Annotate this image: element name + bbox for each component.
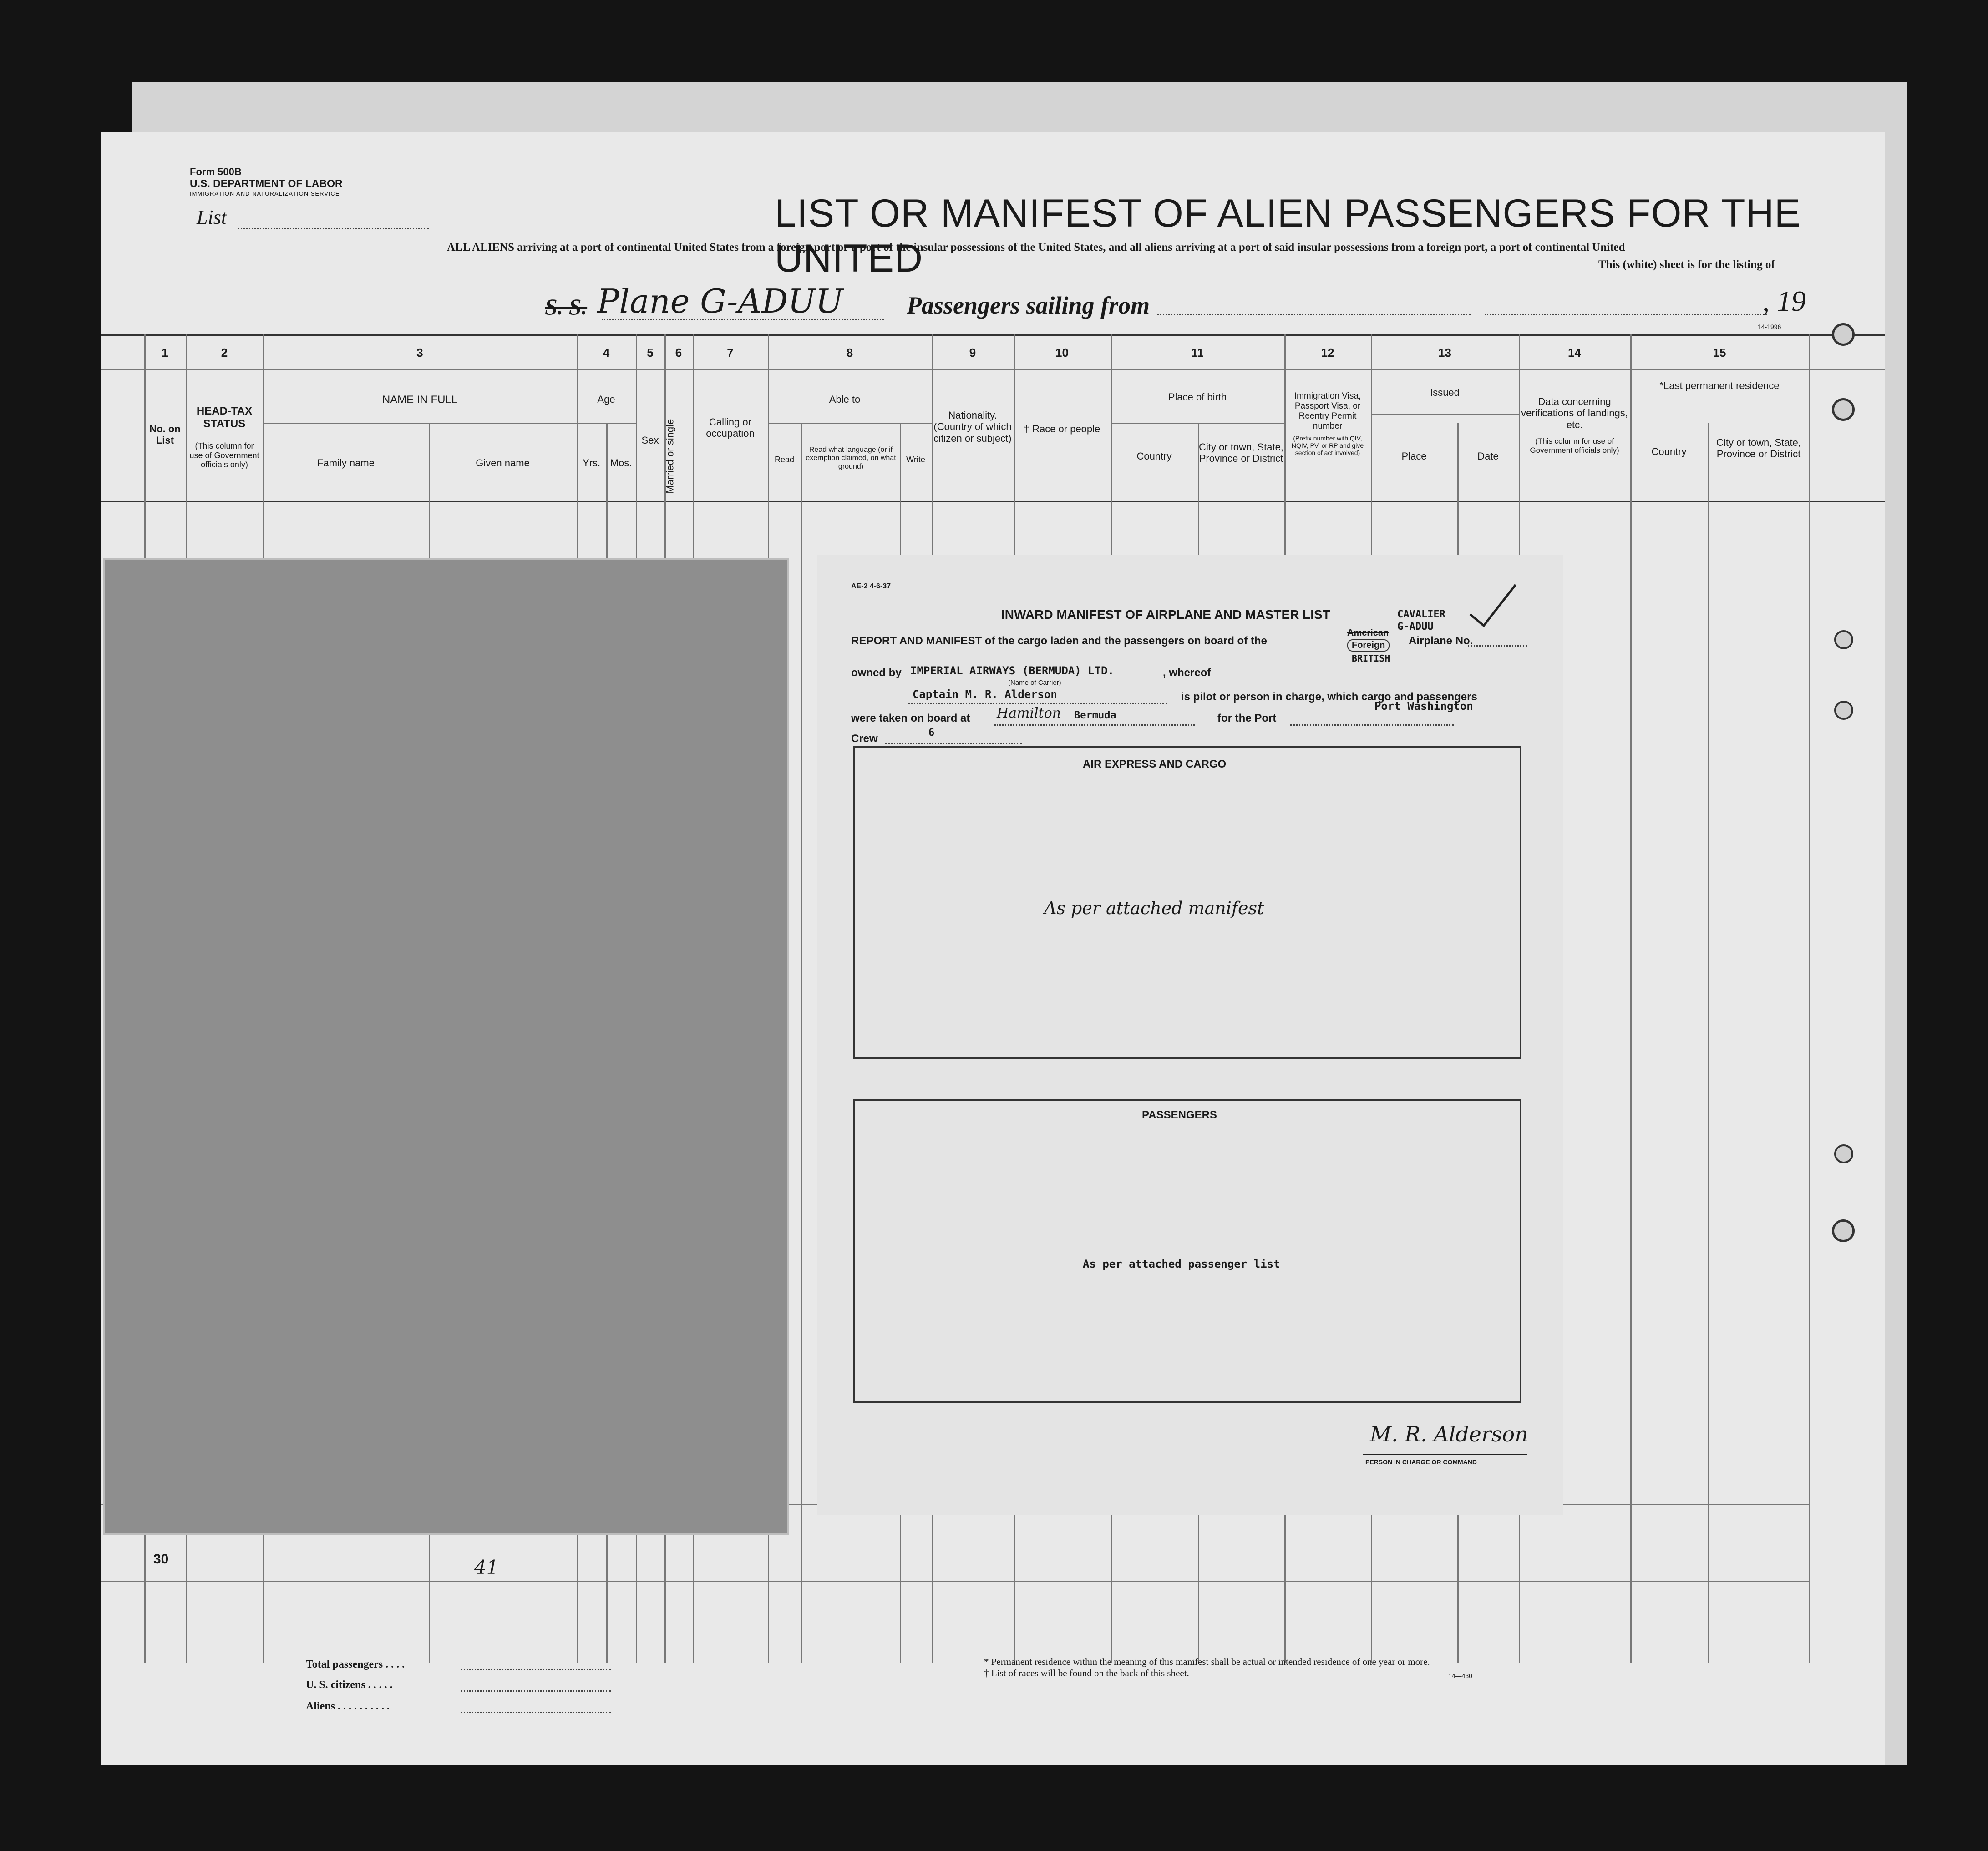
col-num: 2 (221, 346, 228, 359)
sailing-from-line (1157, 314, 1471, 315)
col-rule (1630, 334, 1632, 1663)
col-sub: Country (1651, 446, 1687, 457)
passengers-box-title: PASSENGERS (1142, 1109, 1217, 1121)
sailing-label: Passengers sailing from (907, 292, 1150, 319)
col-num: 6 (675, 346, 682, 359)
col-label: Sex (641, 435, 659, 446)
col-num: 4 (603, 346, 610, 359)
crew-line (885, 743, 1022, 744)
name-of-carrier-caption: (Name of Carrier) (1008, 679, 1061, 687)
for-the-port-label: for the Port (1217, 712, 1277, 724)
footnote-1: * Permanent residence within the meaning of this manifest shall be actual or intended residence of one year or more. (984, 1656, 1430, 1667)
col-num: 7 (727, 346, 734, 359)
sailing-date-line (1485, 314, 1767, 315)
check-mark-icon (1468, 582, 1518, 628)
manifest-title: LIST OR MANIFEST OF ALIEN PASSENGERS FOR THE UNITED (775, 192, 1801, 280)
whereof-text: , whereof (1163, 667, 1211, 679)
col-num: 10 (1055, 346, 1069, 359)
ship-handwritten: Plane G-ADUU (597, 282, 843, 320)
department: U.S. DEPARTMENT OF LABOR (190, 177, 343, 189)
form-number: Form 500B (190, 166, 242, 177)
aliens-label: Aliens . . . . . . . . . . (306, 1700, 390, 1712)
pilot-text: is pilot or person in charge, which cargo and passengers (1181, 691, 1477, 703)
col-num: 15 (1713, 346, 1726, 359)
name-subrule (263, 423, 577, 424)
col-label: † Race or people (1024, 423, 1100, 435)
birth-subrule (1111, 423, 1284, 424)
captain-name: Captain M. R. Alderson (913, 688, 1057, 701)
col-rule (1809, 334, 1810, 1663)
col-sub: Family name (317, 457, 375, 469)
blank-overlay-card (105, 560, 787, 1533)
passengers-typed-note: As per attached passenger list (1083, 1258, 1280, 1270)
binder-hole (1832, 1219, 1855, 1242)
col-sub: City or town, State, Province or District (1199, 441, 1283, 465)
us-citizens-label: U. S. citizens . . . . . (306, 1679, 393, 1691)
passengers-box (853, 1099, 1521, 1403)
col-label: Place of birth (1168, 391, 1227, 403)
air-express-cargo-box (853, 746, 1521, 1059)
able-subrule (768, 423, 932, 424)
handwritten-mark: 41 (474, 1556, 499, 1578)
airplane-no-line (1468, 645, 1527, 647)
col-label: Calling or occupation (706, 416, 755, 440)
binder-hole (1834, 701, 1853, 720)
destination-line (1290, 724, 1454, 726)
col-sub: Date (1477, 450, 1499, 462)
cargo-box-title: AIR EXPRESS AND CARGO (1083, 758, 1227, 770)
col-label: No. on List (149, 423, 181, 446)
col-sub: Read (774, 455, 795, 464)
col-label: Issued (1430, 387, 1460, 398)
origin-bermuda: Bermuda (1074, 710, 1116, 721)
signature-line (1363, 1454, 1527, 1455)
report-line: REPORT AND MANIFEST of the cargo laden and the passengers on board of the (851, 635, 1267, 647)
col-num: 13 (1438, 346, 1451, 359)
captain-signature: M. R. Alderson (1370, 1422, 1528, 1446)
destination-port: Port Washington (1374, 700, 1473, 713)
list-label: List (197, 206, 227, 228)
col-rule (801, 423, 802, 1663)
airplane-nationality: BRITISH (1352, 653, 1390, 664)
row-rule (101, 1581, 1809, 1582)
binder-hole (1834, 630, 1853, 649)
col-label: Able to— (829, 394, 871, 405)
service: IMMIGRATION AND NATURALIZATION SERVICE (190, 190, 340, 197)
total-passengers-label: Total passengers . . . . (306, 1659, 405, 1670)
signature-caption: PERSON IN CHARGE OR COMMAND (1365, 1458, 1477, 1466)
table-number-rule (101, 369, 1885, 370)
col-sub: Place (1401, 450, 1427, 462)
col-sub: Read what language (or if exemption claimed, on what ground) (806, 446, 896, 470)
binder-hole (1832, 323, 1855, 346)
inward-form-code: AE-2 4-6-37 (851, 582, 891, 590)
footnote-2: † List of races will be found on the back of this sheet. (984, 1668, 1189, 1679)
col-num: 3 (416, 346, 423, 359)
col-label: HEAD-TAX STATUS (196, 405, 253, 430)
col-num: 14 (1568, 346, 1581, 359)
col-note: (This column for use of Government officials only) (1530, 437, 1619, 455)
taken-on-board-label: were taken on board at (851, 712, 970, 724)
col-num: 9 (969, 346, 976, 359)
col-label: Data concerning verifications of landings, etc. (1521, 396, 1628, 430)
owned-by-label: owned by (851, 667, 902, 679)
binder-hole (1834, 1144, 1853, 1163)
table-top-rule (101, 334, 1885, 336)
table-header-bottom-rule (101, 501, 1885, 502)
airplane-registration: G-ADUU (1397, 621, 1434, 632)
issued-subrule (1371, 414, 1519, 415)
origin-city-handwritten: Hamilton (997, 705, 1061, 721)
col-label: Nationality. (Country of which citizen or subject) (933, 410, 1012, 444)
crew-label: Crew (851, 733, 878, 745)
col-rule (1708, 423, 1709, 1663)
col-num: 5 (647, 346, 654, 359)
col-label: *Last permanent residence (1659, 380, 1780, 391)
col-sub: Country (1136, 450, 1172, 462)
age-subrule (577, 423, 636, 424)
inward-title: INWARD MANIFEST OF AIRPLANE AND MASTER LIST (1001, 607, 1330, 622)
total-passengers-line (461, 1669, 611, 1670)
col-sub: Given name (476, 457, 530, 469)
col-label: Immigration Visa, Passport Visa, or Reentry Permit number (1294, 391, 1361, 431)
col-num: 1 (162, 346, 168, 359)
col-num: 11 (1191, 346, 1204, 359)
ship-line (602, 319, 884, 320)
col-sub: Write (906, 455, 925, 464)
corner-code: 14-1996 (1758, 323, 1781, 330)
col-num: 8 (846, 346, 853, 359)
aliens-line (461, 1712, 611, 1713)
origin-line (994, 724, 1195, 726)
manifest-subtitle-2: This (white) sheet is for the listing of (1598, 258, 1775, 271)
airplane-no-label: Airplane No. (1409, 635, 1473, 647)
airplane-name: CAVALIER (1397, 609, 1445, 620)
year-prefix: , 19 (1762, 285, 1806, 317)
row-rule (101, 1542, 1809, 1543)
manifest-subtitle-1: ALL ALIENS arriving at a port of continental United States from a foreign port or a port of the insular possessions of the United States, and all aliens arriving at a port of said insular possessions from a foreign port, a port of continental United (447, 241, 1625, 253)
col-sub: City or town, State, Province or District (1716, 437, 1801, 460)
binder-hole (1832, 398, 1855, 421)
cargo-handwritten-note: As per attached manifest (1044, 898, 1264, 918)
footnote-code: 14—430 (1448, 1672, 1472, 1679)
crew-count: 6 (928, 727, 935, 738)
carrier-name: IMPERIAL AIRWAYS (BERMUDA) LTD. (910, 664, 1114, 677)
col-sub: Mos. (610, 457, 632, 469)
row-number: 30 (153, 1552, 169, 1567)
col-sub: Yrs. (582, 457, 601, 469)
col-num: 12 (1321, 346, 1334, 359)
col-label: Age (597, 394, 615, 405)
us-citizens-line (461, 1690, 611, 1692)
col-label: NAME IN FULL (382, 394, 458, 406)
american-option: American (1347, 628, 1389, 638)
inward-manifest-card (817, 555, 1563, 1515)
list-number-line (238, 228, 429, 229)
col-note: (This column for use of Government officials only) (189, 441, 259, 470)
col-label: Married or single (664, 419, 676, 494)
col-note: (Prefix number with QIV, NQIV, PV, or RP and give section of act involved) (1291, 435, 1364, 457)
ship-prefix: S. S. (545, 294, 588, 319)
captain-line (908, 703, 1167, 704)
foreign-option: Foreign (1347, 639, 1390, 652)
